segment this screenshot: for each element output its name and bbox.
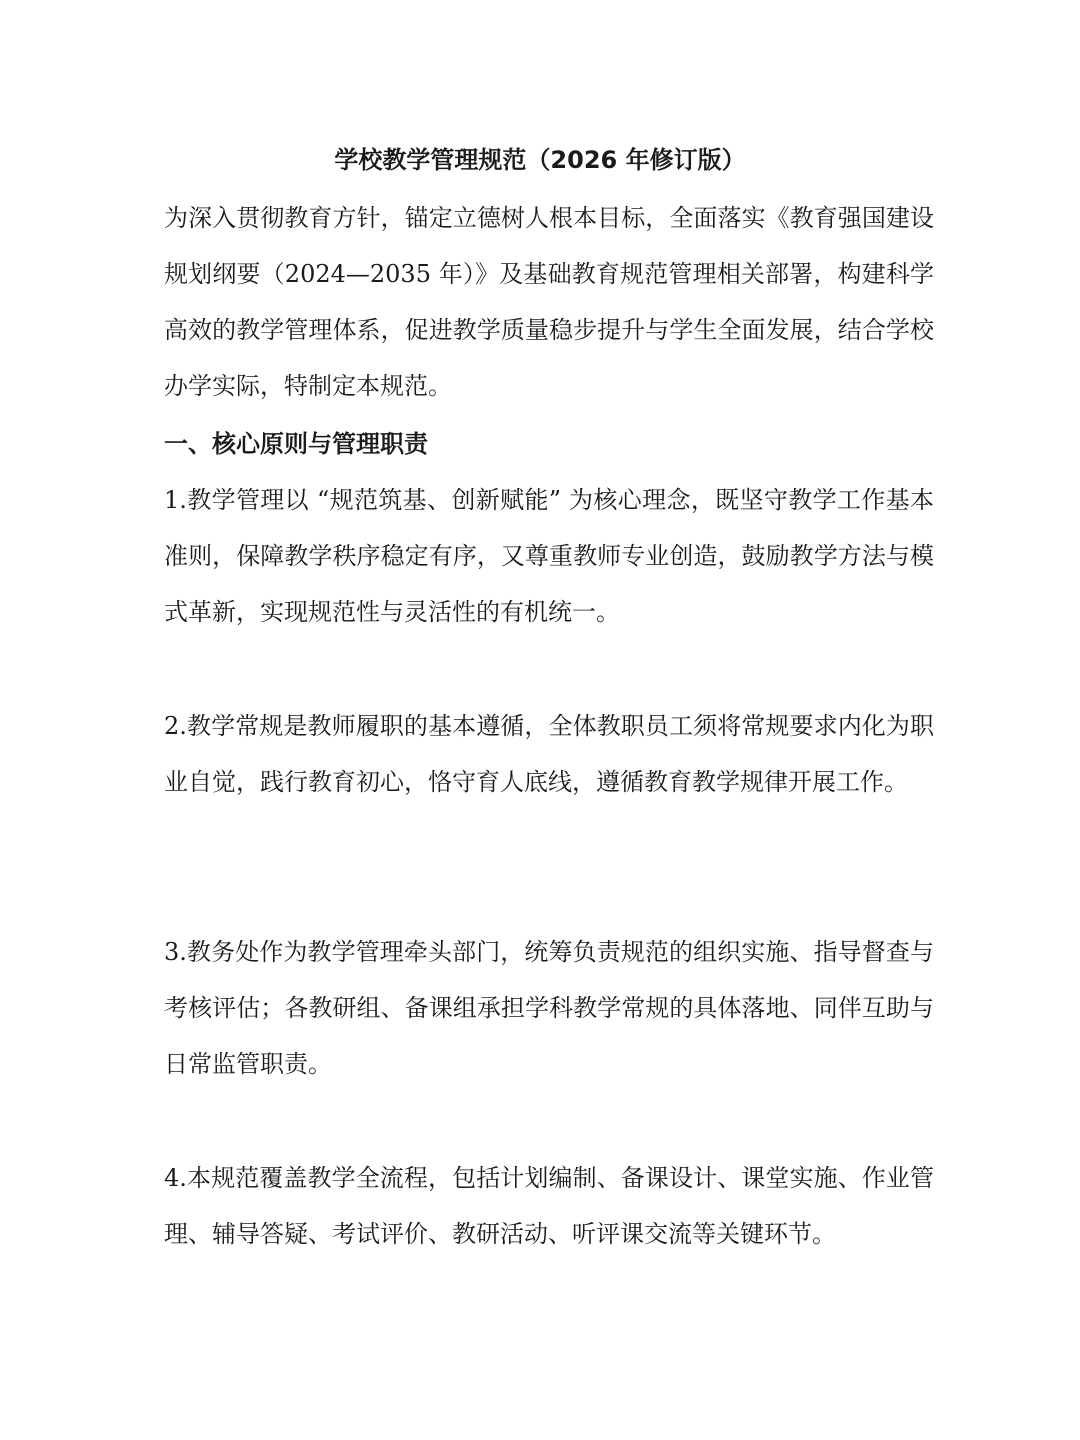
document-title: 学校教学管理规范（2026 年修订版） <box>334 146 746 174</box>
list-item-2: 2.教学常规是教师履职的基本遵循，全体教职员工须将常规要求内化为职业自觉，践行教育初心，恪守育人底线，遵循教育教学规律开展工作。 <box>164 712 934 796</box>
section-heading: 一、核心原则与管理职责 <box>164 430 428 458</box>
list-item-1: 1.教学管理以 “规范筑基、创新赋能” 为核心理念，既坚守教学工作基本准则，保障教学秩序稳定有序，又尊重教师专业创造，鼓励教学方法与模式革新，实现规范性与灵活性的有机统一。 <box>164 486 934 626</box>
intro-paragraph: 为深入贯彻教育方针，锚定立德树人根本目标，全面落实《教育强国建设规划纲要（2024—2035 年）》及基础教育规范管理相关部署，构建科学高效的教学管理体系，促进教学质量稳步提升与学生全面发展，结合学校办学实际，特制定本规范。 <box>164 204 934 400</box>
list-item-3: 3.教务处作为教学管理牵头部门，统筹负责规范的组织实施、指导督查与考核评估；各教研组、备课组承担学科教学常规的具体落地、同伴互助与日常监管职责。 <box>164 938 934 1078</box>
list-item-4: 4.本规范覆盖教学全流程，包括计划编制、备课设计、课堂实施、作业管理、辅导答疑、考试评价、教研活动、听评课交流等关键环节。 <box>164 1164 934 1248</box>
